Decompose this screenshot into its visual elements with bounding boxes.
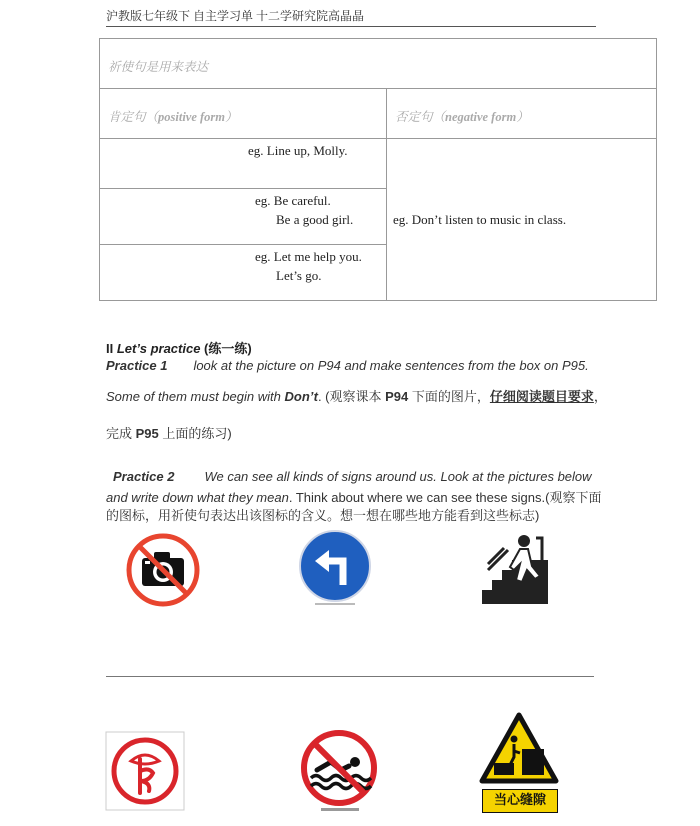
positive-example-2: eg. Be careful. Be a good girl.: [100, 189, 387, 245]
keep-quiet-sign: [105, 731, 185, 811]
mind-gap-sign: [478, 711, 560, 814]
stairs-sign: [478, 534, 552, 606]
no-swimming-icon: [297, 728, 381, 812]
table-title: 祈使句是用来表达: [100, 39, 657, 89]
practice-1-line-1: Practice 1 look at the picture on P94 and make sentences from the box on P95.: [106, 358, 589, 373]
negative-header: 否定句（negative form）: [387, 89, 657, 139]
positive-header: 肯定句（positive form）: [100, 89, 387, 139]
no-photography-sign: [124, 531, 202, 609]
no-camera-icon: [124, 531, 202, 609]
person-stairs-icon: [478, 534, 552, 606]
practice-1-line-3: 完成 P95 上面的练习): [106, 426, 232, 441]
no-swimming-sign: [297, 728, 381, 812]
positive-example-3: eg. Let me help you. Let’s go.: [100, 245, 387, 301]
practice-1-line-2: Some of them must begin with Don’t. (观察课本 P94 下面的图片，仔细阅读题目要求，: [106, 389, 607, 404]
practice-2-line-1: Practice 2 We can see all kinds of signs around us. Look at the pictures below: [113, 469, 592, 484]
practice-2-line-3: 的图标，用祈使句表达出该图标的含义。想一想在哪些地方能看到这些标志): [106, 508, 540, 523]
answer-line: [106, 676, 594, 677]
practice-2-line-2: and write down what they mean. Think about where we can see these signs.(观察下面: [106, 490, 602, 505]
negative-example: eg. Don’t listen to music in class.: [387, 139, 657, 301]
page-header: 沪教版七年级下 自主学习单 十二学研究院高晶晶: [106, 8, 596, 27]
imperative-table: [99, 38, 657, 301]
mind-gap-label: 当心缝隙: [482, 789, 558, 813]
quiet-finger-lips-icon: [105, 731, 185, 811]
warning-gap-icon: [478, 711, 560, 789]
turn-left-sign: [295, 527, 375, 609]
turn-left-arrow-icon: [295, 527, 375, 609]
practice-heading: II Let’s practice (练一练): [106, 341, 252, 356]
positive-example-1: eg. Line up, Molly.: [100, 139, 387, 189]
